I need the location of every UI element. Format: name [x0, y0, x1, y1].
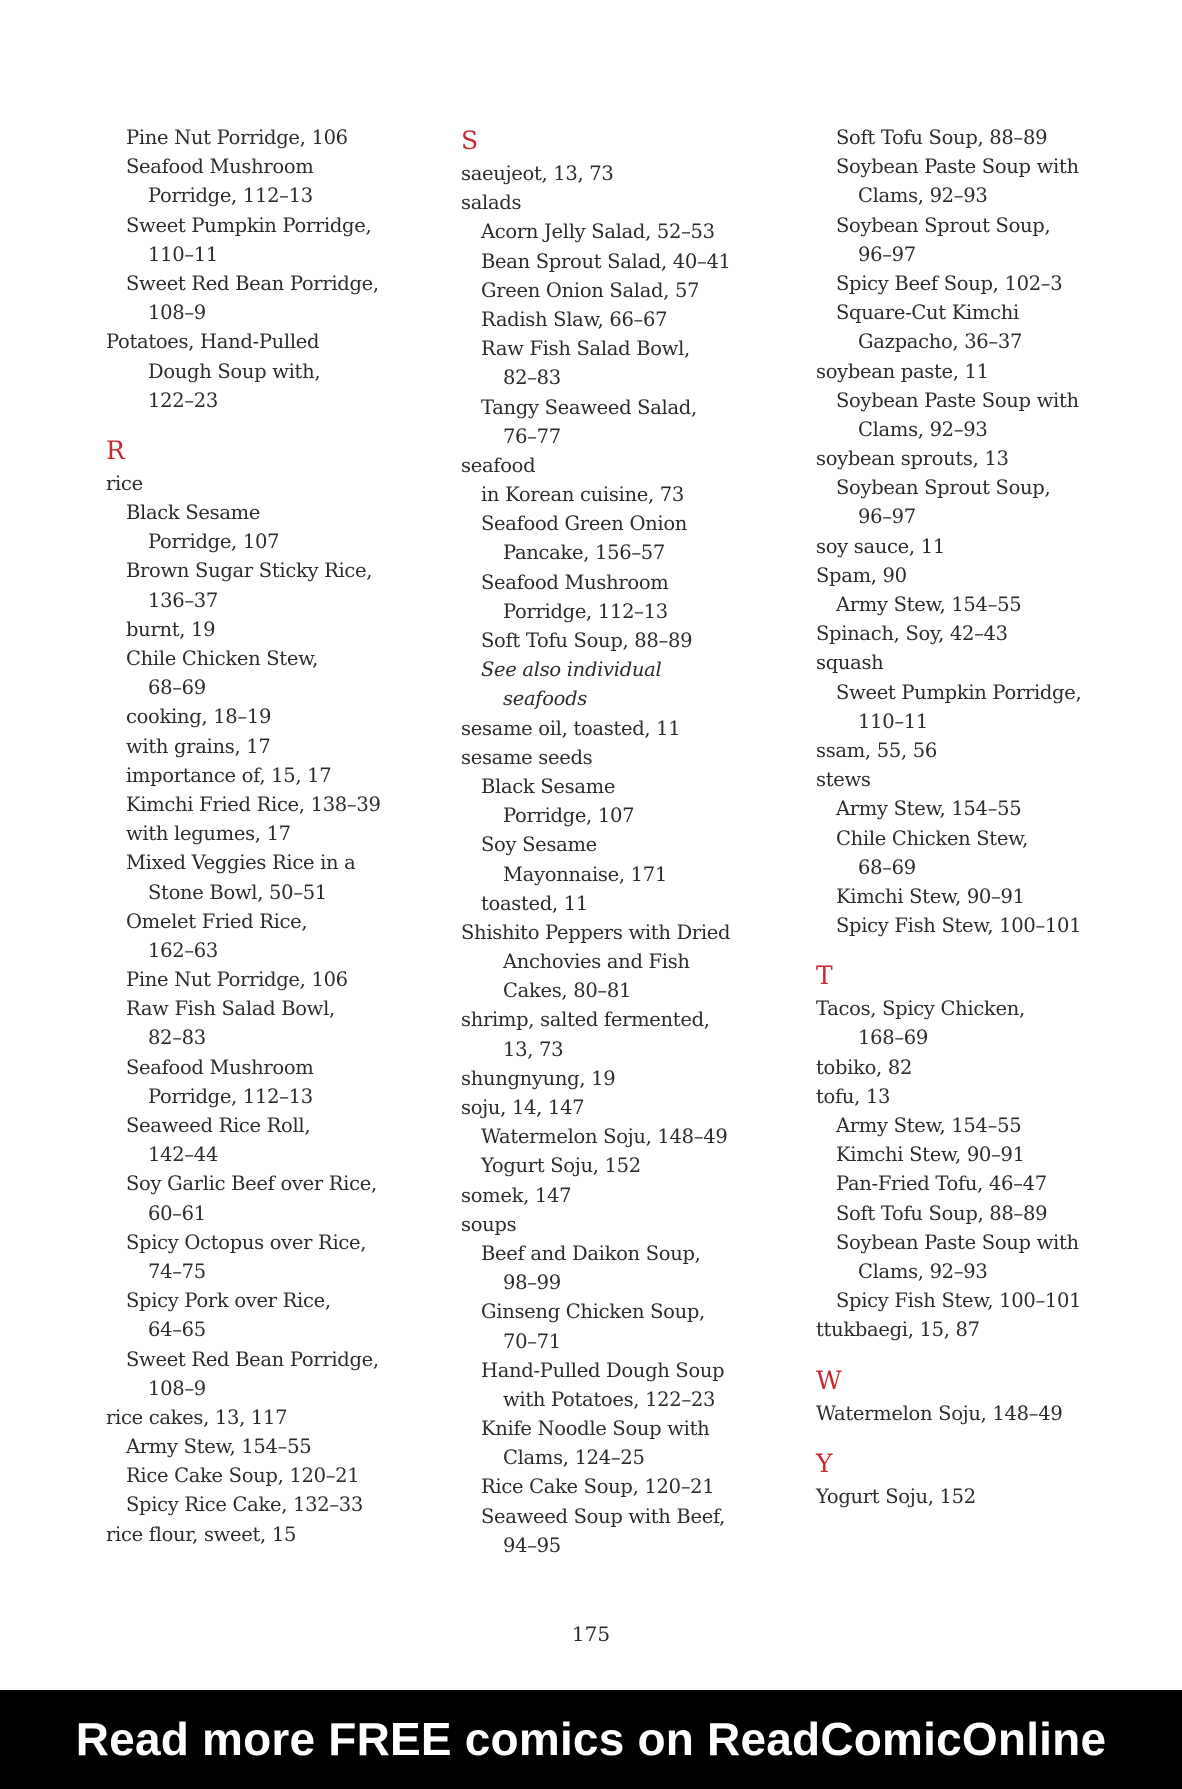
index-column-1 [106, 123, 436, 1549]
index-subentry: Soft Tofu Soup, 88–89 [836, 1201, 1048, 1225]
index-subentry: Kimchi Stew, 90–91 [836, 884, 1025, 908]
index-subentry: 74–75 [148, 1259, 206, 1283]
index-subentry: Sweet Pumpkin Porridge, [126, 213, 372, 237]
index-subentry: Bean Sprout Salad, 40–41 [481, 249, 731, 273]
index-subentry: Pan-Fried Tofu, 46–47 [836, 1172, 1047, 1196]
index-entry: rice flour, sweet, 15 [106, 1522, 297, 1546]
index-subentry: with Potatoes, 122–23 [503, 1387, 716, 1411]
index-subentry: Soft Tofu Soup, 88–89 [836, 126, 1048, 149]
page-number: 175 [571, 1622, 611, 1646]
index-subentry: 96–97 [858, 242, 916, 266]
index-subentry: Spicy Beef Soup, 102–3 [836, 271, 1063, 295]
index-subentry: 82–83 [503, 366, 561, 390]
index-subentry: Army Stew, 154–55 [836, 593, 1022, 616]
index-subentry: Rice Cake Soup, 120–21 [481, 1475, 715, 1499]
index-subentry: Spicy Fish Stew, 100–101 [836, 914, 1082, 938]
index-subentry: Ginseng Chicken Soup, [481, 1300, 705, 1324]
index-subentry: Pine Nut Porridge, 106 [126, 968, 348, 992]
index-subentry: Pine Nut Porridge, 106 [126, 126, 348, 149]
index-subentry: importance of, 15, 17 [126, 763, 332, 787]
index-subentry: Soft Tofu Soup, 88–89 [481, 629, 693, 652]
index-subentry: Radish Slaw, 66–67 [481, 307, 668, 331]
promo-banner[interactable]: Read more FREE comics on ReadComicOnline [0, 1690, 1182, 1789]
index-subentry: 162–63 [148, 938, 218, 962]
index-subentry: Rice Cake Soup, 120–21 [126, 1464, 360, 1488]
index-subentry: Mixed Veggies Rice in a [126, 851, 356, 875]
index-subentry: Kimchi Fried Rice, 138–39 [126, 792, 381, 816]
index-subentry: Porridge, 112–13 [148, 184, 313, 208]
index-subentry: in Korean cuisine, 73 [481, 483, 684, 507]
section-letter: Y [816, 1448, 833, 1478]
section-letter: R [106, 435, 125, 465]
index-subentry: Seaweed Rice Roll, [126, 1114, 311, 1137]
index-column-3 [816, 123, 1166, 1511]
index-subentry: 108–9 [148, 301, 206, 325]
index-subentry: Gazpacho, 36–37 [858, 330, 1023, 354]
index-subentry: toasted, 11 [481, 891, 588, 915]
index-subentry: Stone Bowl, 50–51 [148, 880, 327, 904]
index-subentry: Clams, 92–93 [858, 417, 988, 441]
index-subentry: Porridge, 107 [503, 804, 635, 828]
index-entry: shrimp, salted fermented, [461, 1008, 710, 1032]
index-subentry: Cakes, 80–81 [503, 979, 632, 1003]
section-letter: T [816, 961, 833, 991]
index-column-2 [461, 123, 791, 1560]
index-subentry: Knife Noodle Soup with [481, 1417, 710, 1441]
index-entry: stews [816, 768, 871, 792]
index-subentry: Soybean Paste Soup with [836, 1230, 1079, 1254]
index-subentry: cooking, 18–19 [126, 705, 272, 729]
index-entry: Spinach, Soy, 42–43 [816, 622, 1008, 646]
index-subentry: Acorn Jelly Salad, 52–53 [481, 220, 715, 244]
index-entry: rice cakes, 13, 117 [106, 1405, 288, 1429]
index-subentry: 70–71 [503, 1329, 561, 1353]
index-subentry: 76–77 [503, 424, 561, 448]
index-subentry: Sweet Pumpkin Porridge, [836, 680, 1082, 704]
index-subentry: 82–83 [148, 1026, 206, 1050]
index-subentry: Spicy Pork over Rice, [126, 1289, 331, 1313]
index-subentry: Spicy Fish Stew, 100–101 [836, 1289, 1082, 1313]
index-entry: soju, 14, 147 [461, 1096, 585, 1119]
index-entry: shungnyung, 19 [461, 1066, 616, 1090]
index-subentry: Soybean Sprout Soup, [836, 476, 1051, 500]
index-entry: Yogurt Soju, 152 [816, 1484, 976, 1508]
index-subentry: Dough Soup with, [148, 359, 321, 383]
index-subentry: Porridge, 107 [148, 530, 280, 554]
index-entry: sesame oil, toasted, 11 [461, 716, 681, 740]
section-letter: W [816, 1365, 842, 1395]
index-subentry: 64–65 [148, 1318, 206, 1342]
index-entry: ttukbaegi, 15, 87 [816, 1318, 980, 1342]
index-subentry: Black Sesame [481, 774, 616, 798]
index-subentry: 110–11 [148, 242, 218, 266]
index-entry: Shishito Peppers with Dried [461, 920, 731, 944]
index-entry: seafood [461, 453, 536, 477]
index-subentry: Soy Sesame [481, 833, 597, 857]
index-subentry: Army Stew, 154–55 [836, 1114, 1022, 1137]
index-subentry: Yogurt Soju, 152 [481, 1154, 641, 1178]
index-subentry: Raw Fish Salad Bowl, [126, 997, 335, 1021]
index-subentry: Spicy Rice Cake, 132–33 [126, 1493, 363, 1517]
index-subentry: Army Stew, 154–55 [126, 1435, 312, 1459]
index-entry: Spam, 90 [816, 563, 907, 587]
index-subentry: Army Stew, 154–55 [836, 797, 1022, 821]
index-subentry: Hand-Pulled Dough Soup [481, 1358, 725, 1382]
index-subentry: 68–69 [148, 676, 206, 700]
section-letter: S [461, 126, 479, 155]
index-entry: ssam, 55, 56 [816, 738, 937, 762]
index-subentry: Seafood Mushroom [126, 1055, 314, 1079]
index-subentry: Watermelon Soju, 148–49 [481, 1125, 728, 1149]
index-subentry: Black Sesame [126, 501, 261, 525]
index-subentry: 168–69 [858, 1026, 928, 1050]
index-subentry: Beef and Daikon Soup, [481, 1241, 701, 1265]
index-subentry: 108–9 [148, 1376, 206, 1400]
index-subentry: Brown Sugar Sticky Rice, [126, 559, 373, 583]
index-subentry: 110–11 [858, 709, 928, 733]
index-subentry: Mayonnaise, 171 [503, 862, 667, 886]
index-entry: Potatoes, Hand-Pulled [106, 330, 320, 354]
index-subentry: Chile Chicken Stew, [836, 826, 1029, 850]
index-subentry: Sweet Red Bean Porridge, [126, 1347, 379, 1371]
index-subentry: 98–99 [503, 1271, 561, 1295]
index-subentry: Square-Cut Kimchi [836, 301, 1019, 325]
index-subentry: See also individual [481, 658, 662, 682]
index-subentry: Seafood Mushroom [126, 155, 314, 179]
index-subentry: 122–23 [148, 388, 218, 412]
index-subentry: Clams, 92–93 [858, 184, 988, 208]
index-subentry: Omelet Fried Rice, [126, 909, 308, 933]
index-subentry: Seaweed Soup with Beef, [481, 1504, 726, 1528]
index-subentry: 94–95 [503, 1533, 561, 1557]
index-entry: rice [106, 471, 143, 495]
index-subentry: Soybean Paste Soup with [836, 155, 1079, 179]
index-subentry: Porridge, 112–13 [503, 599, 668, 623]
index-subentry: Kimchi Stew, 90–91 [836, 1143, 1025, 1167]
index-entry: somek, 147 [461, 1183, 572, 1207]
index-subentry: Green Onion Salad, 57 [481, 278, 700, 302]
index-subentry: Clams, 92–93 [858, 1259, 988, 1283]
index-entry: salads [461, 191, 522, 215]
index-entry: soybean sprouts, 13 [816, 447, 1009, 471]
index-subentry: 96–97 [858, 505, 916, 529]
index-entry: Tacos, Spicy Chicken, [816, 997, 1025, 1021]
index-entry: squash [816, 651, 884, 675]
index-subentry: Chile Chicken Stew, [126, 647, 319, 670]
index-subentry: 60–61 [148, 1201, 206, 1225]
index-entry: tofu, 13 [816, 1084, 891, 1108]
index-subentry: burnt, 19 [126, 617, 216, 641]
index-entry: saeujeot, 13, 73 [461, 162, 614, 185]
index-subentry: seafoods [503, 687, 587, 711]
index-subentry: 142–44 [148, 1143, 218, 1167]
index-subentry: Porridge, 112–13 [148, 1084, 313, 1108]
index-subentry: Sweet Red Bean Porridge, [126, 271, 379, 295]
index-subentry: Anchovies and Fish [503, 950, 690, 974]
index-subentry: 13, 73 [503, 1037, 564, 1061]
index-subentry: Seafood Green Onion [481, 512, 688, 536]
index-subentry: 136–37 [148, 588, 218, 612]
index-subentry: Spicy Octopus over Rice, [126, 1230, 367, 1254]
index-subentry: Clams, 124–25 [503, 1446, 645, 1470]
index-subentry: Tangy Seaweed Salad, [481, 395, 697, 419]
index-subentry: Pancake, 156–57 [503, 541, 666, 565]
index-subentry: with legumes, 17 [126, 822, 291, 846]
index-subentry: Seafood Mushroom [481, 570, 669, 594]
index-entry: soups [461, 1212, 517, 1236]
index-entry: tobiko, 82 [816, 1055, 913, 1079]
index-subentry: 68–69 [858, 855, 916, 879]
index-entry: soy sauce, 11 [816, 534, 945, 558]
index-subentry: Raw Fish Salad Bowl, [481, 337, 690, 361]
index-subentry: Soybean Paste Soup with [836, 388, 1079, 412]
index-entry: sesame seeds [461, 745, 593, 769]
index-entry: Watermelon Soju, 148–49 [816, 1401, 1063, 1425]
index-subentry: Soybean Sprout Soup, [836, 213, 1051, 237]
index-subentry: with grains, 17 [126, 734, 271, 758]
index-entry: soybean paste, 11 [816, 359, 989, 383]
index-subentry: Soy Garlic Beef over Rice, [126, 1172, 377, 1196]
